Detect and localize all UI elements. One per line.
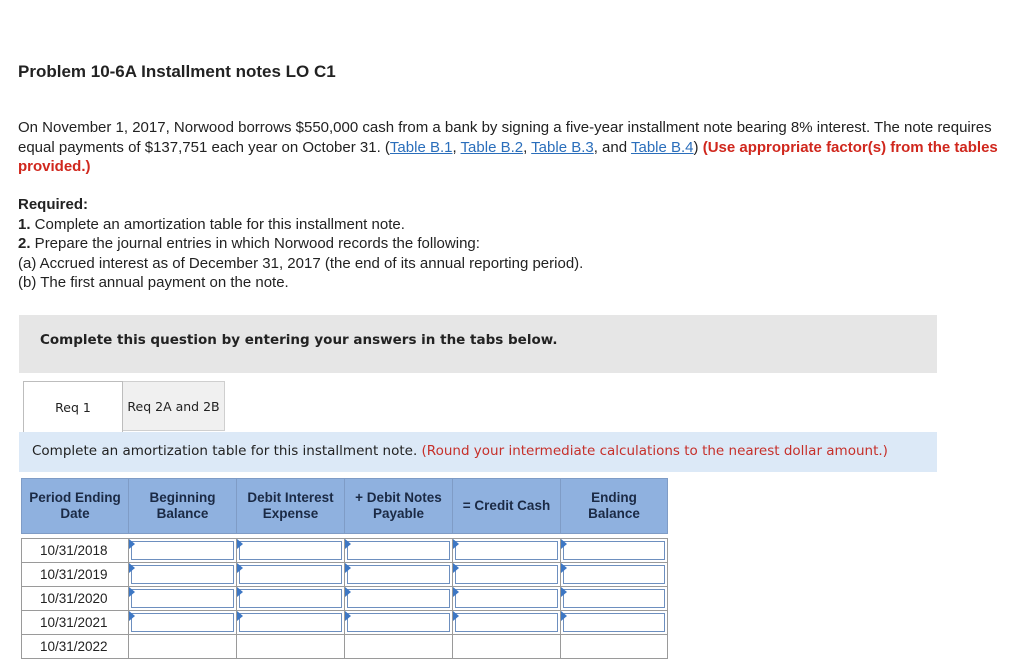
header-line: Period Ending bbox=[29, 490, 121, 505]
credit-cash-input[interactable] bbox=[453, 563, 561, 587]
ending-balance-input[interactable] bbox=[561, 563, 668, 587]
link-separator: , bbox=[452, 138, 461, 156]
required-item-2 bbox=[18, 234, 583, 254]
table-row bbox=[22, 635, 668, 659]
interest-expense-input[interactable] bbox=[237, 539, 345, 563]
period-date: 10/31/2020 bbox=[22, 587, 129, 611]
table-row bbox=[22, 539, 668, 563]
header-line: + Debit Notes bbox=[355, 490, 442, 505]
header-line: Date bbox=[60, 506, 90, 521]
header-debit-notes-payable bbox=[345, 479, 453, 534]
factor-note: (Use appropriate factor(s) from the tables provided.) bbox=[18, 138, 998, 175]
close-paren: ) bbox=[693, 138, 703, 156]
beginning-balance-input[interactable] bbox=[129, 635, 237, 659]
tab-label: Req 2A and 2B bbox=[127, 398, 220, 414]
credit-cash-input[interactable] bbox=[453, 539, 561, 563]
header-debit-interest-expense bbox=[237, 479, 345, 534]
period-date: 10/31/2019 bbox=[22, 563, 129, 587]
required-section bbox=[18, 195, 583, 293]
interest-expense-input[interactable] bbox=[237, 587, 345, 611]
beginning-balance-input[interactable] bbox=[129, 611, 237, 635]
amortization-table bbox=[21, 478, 668, 659]
link-separator: , bbox=[523, 138, 532, 156]
notes-payable-input[interactable] bbox=[345, 611, 453, 635]
interest-expense-input[interactable] bbox=[237, 635, 345, 659]
header-row bbox=[22, 479, 668, 534]
header-line: Ending bbox=[591, 490, 637, 505]
intro-text: On November 1, 2017, Norwood borrows $550,000 cash from a bank by signing a five-year installment note bearing 8% interest. The note requires equal payments of $137,751 each year on October 31. ( bbox=[18, 119, 992, 156]
banner-text: Complete this question by entering your answers in the tabs below. bbox=[40, 332, 558, 348]
header-line: Payable bbox=[372, 506, 425, 521]
header-credit-cash bbox=[453, 479, 561, 534]
table-b3-link[interactable]: Table B.3 bbox=[531, 138, 594, 156]
header-line: Expense bbox=[262, 506, 319, 521]
table-row bbox=[22, 587, 668, 611]
beginning-balance-input[interactable] bbox=[129, 563, 237, 587]
beginning-balance-input[interactable] bbox=[129, 539, 237, 563]
item-text: Complete an amortization table for this installment note. bbox=[30, 215, 405, 233]
credit-cash-input[interactable] bbox=[453, 635, 561, 659]
ending-balance-input[interactable] bbox=[561, 539, 668, 563]
credit-cash-input[interactable] bbox=[453, 587, 561, 611]
beginning-balance-input[interactable] bbox=[129, 587, 237, 611]
table-b2-link[interactable]: Table B.2 bbox=[460, 138, 524, 156]
link-separator: , and bbox=[593, 138, 631, 156]
ending-balance-input[interactable] bbox=[561, 635, 668, 659]
table-row bbox=[22, 611, 668, 635]
notes-payable-input[interactable] bbox=[345, 539, 453, 563]
header-ending-balance bbox=[561, 479, 668, 534]
tab-req-2a-2b[interactable] bbox=[123, 381, 225, 431]
notes-payable-input[interactable] bbox=[345, 563, 453, 587]
table-row bbox=[22, 563, 668, 587]
period-date: 10/31/2018 bbox=[22, 539, 129, 563]
problem-intro bbox=[18, 118, 1018, 177]
table-b4-link[interactable]: Table B.4 bbox=[630, 138, 694, 156]
item-number: 2. bbox=[18, 235, 31, 252]
instruction-text: Complete an amortization table for this installment note. bbox=[32, 443, 422, 459]
period-date: 10/31/2022 bbox=[22, 635, 129, 659]
header-period-ending-date bbox=[22, 479, 129, 534]
instructions-banner bbox=[19, 315, 937, 373]
item-text: Prepare the journal entries in which Norwood records the following: bbox=[30, 235, 480, 252]
header-line: Balance bbox=[156, 506, 209, 521]
tab-label: Req 1 bbox=[55, 400, 91, 415]
required-item-2b: (b) The first annual payment on the note. bbox=[18, 274, 289, 291]
header-beginning-balance bbox=[129, 479, 237, 534]
ending-balance-input[interactable] bbox=[561, 587, 668, 611]
rounding-note: (Round your intermediate calculations to the nearest dollar amount.) bbox=[421, 443, 888, 459]
header-line: Balance bbox=[588, 506, 640, 521]
credit-cash-input[interactable] bbox=[453, 611, 561, 635]
tab-req-1[interactable] bbox=[23, 381, 123, 433]
required-item-2a: (a) Accrued interest as of December 31, 2017 (the end of its annual reporting period). bbox=[18, 254, 584, 272]
header-line: Debit Interest bbox=[247, 490, 334, 505]
header-line: Beginning bbox=[149, 490, 216, 505]
required-item-1 bbox=[18, 215, 583, 235]
notes-payable-input[interactable] bbox=[345, 635, 453, 659]
table-b1-link[interactable]: Table B.1 bbox=[389, 138, 453, 156]
tab-instruction bbox=[19, 432, 937, 472]
interest-expense-input[interactable] bbox=[237, 611, 345, 635]
header-line: = Credit Cash bbox=[462, 498, 551, 513]
ending-balance-input[interactable] bbox=[561, 611, 668, 635]
period-date: 10/31/2021 bbox=[22, 611, 129, 635]
notes-payable-input[interactable] bbox=[345, 587, 453, 611]
problem-title: Problem 10-6A Installment notes LO C1 bbox=[18, 62, 336, 81]
required-heading: Required: bbox=[18, 196, 89, 213]
item-number: 1. bbox=[18, 215, 31, 233]
interest-expense-input[interactable] bbox=[237, 563, 345, 587]
